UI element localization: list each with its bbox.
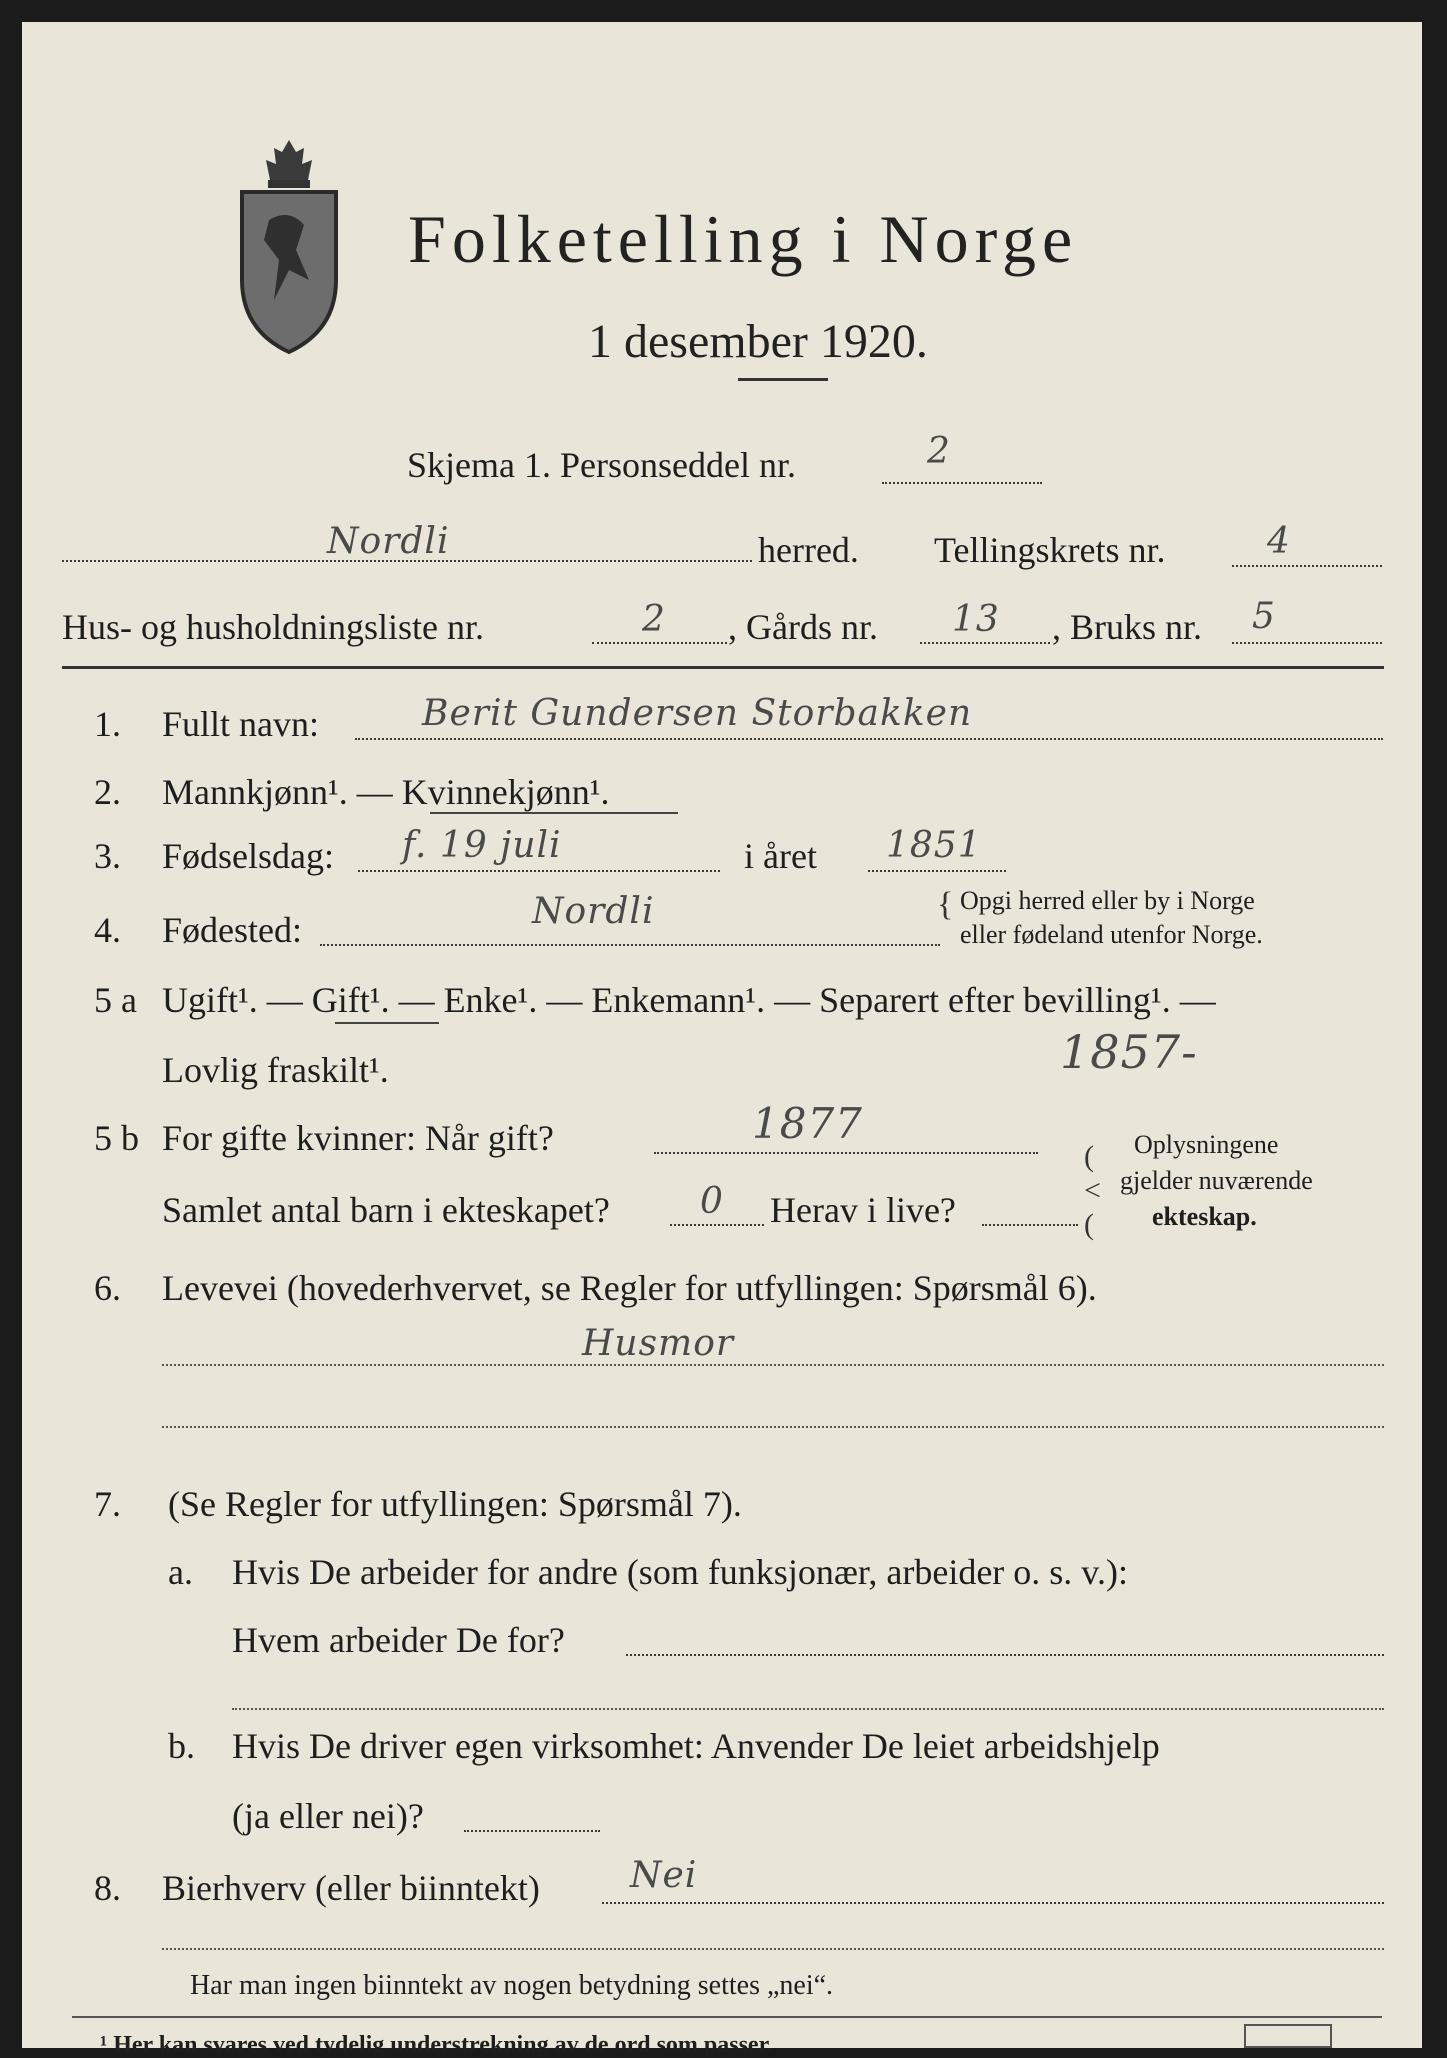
q6-value[interactable]: Husmor <box>582 1323 735 1364</box>
q7a-field-line2 <box>232 1708 1384 1710</box>
q3-value[interactable]: f. 19 juli <box>402 825 562 866</box>
q6-field-line2 <box>162 1426 1384 1428</box>
q7-label: (Se Regler for utfyllingen: Spørsmål 7). <box>168 1484 742 1524</box>
q5a-number: 5 a <box>94 980 137 1020</box>
q7a-field-line <box>626 1654 1384 1656</box>
herred-value[interactable]: Nordli <box>327 521 450 562</box>
gards-value[interactable]: 13 <box>952 599 1000 640</box>
q5a-selected-underline <box>335 1022 439 1024</box>
husliste-label: Hus- og husholdningsliste nr. <box>62 607 485 647</box>
personseddel-value[interactable]: 2 <box>927 431 951 472</box>
q7a-question: Hvem arbeider De for? <box>232 1620 565 1660</box>
q4-note-brace: { <box>937 886 954 923</box>
q5b-note-line1: Oplysningene <box>1134 1130 1279 1159</box>
q8-field-line <box>602 1902 1384 1904</box>
q5a-value[interactable]: 1857- <box>1060 1025 1198 1079</box>
q5b-note-line2: gjelder nuværende <box>1120 1166 1313 1195</box>
footer-rule <box>72 2016 1382 2018</box>
q7b-field-line <box>464 1830 600 1832</box>
q5b-children-label: Samlet antal barn i ekteskapet? <box>162 1190 610 1230</box>
form-title: Folketelling i Norge <box>408 201 1079 277</box>
q3-year-label: i året <box>744 836 817 876</box>
q5b-field-line <box>654 1152 1038 1154</box>
husliste-field-line <box>592 642 727 644</box>
q7b-letter: b. <box>168 1726 195 1766</box>
husliste-value[interactable]: 2 <box>642 599 666 640</box>
q2-number: 2. <box>94 772 121 812</box>
q6-number: 6. <box>94 1268 121 1308</box>
coat-of-arms-icon <box>234 130 344 360</box>
q7a-letter: a. <box>168 1552 193 1592</box>
footer-note: Har man ingen biinntekt av nogen betydning settes „nei“. <box>190 1970 834 2001</box>
q4-value[interactable]: Nordli <box>532 891 655 932</box>
q2-selected-underline <box>430 812 678 814</box>
q3-field-line <box>358 870 720 872</box>
q4-field-line <box>320 944 940 946</box>
tellingskrets-label: Tellingskrets nr. <box>934 530 1166 570</box>
q1-value[interactable]: Berit Gundersen Storbakken <box>422 693 973 734</box>
q6-field-line1 <box>162 1364 1384 1366</box>
personseddel-field-line <box>882 482 1042 484</box>
q5b-note-brace: ( < ( <box>1084 1140 1101 1241</box>
q7b-label-cont: (ja eller nei)? <box>232 1796 424 1836</box>
q3-label: Fødselsdag: <box>162 836 335 876</box>
printer-stamp-icon <box>1244 2024 1332 2048</box>
q4-number: 4. <box>94 910 121 950</box>
title-divider <box>738 378 828 381</box>
q7a-label: Hvis De arbeider for andre (som funksjonær, arbeider o. s. v.): <box>232 1552 1128 1592</box>
q1-number: 1. <box>94 704 121 744</box>
schema-label: Skjema 1. Personseddel nr. <box>407 445 796 485</box>
q3-number: 3. <box>94 836 121 876</box>
q5b-alive-label: Herav i live? <box>770 1190 956 1230</box>
gards-label: , Gårds nr. <box>728 607 878 647</box>
q4-note-line1: Opgi herred eller by i Norge <box>960 886 1255 915</box>
q1-label: Fullt navn: <box>162 704 320 744</box>
q3-year-field-line <box>868 870 1006 872</box>
q5b-alive-field-line <box>982 1224 1078 1226</box>
q6-label: Levevei (hovederhvervet, se Regler for utfyllingen: Spørsmål 6). <box>162 1268 1097 1308</box>
tellingskrets-value[interactable]: 4 <box>1267 521 1291 562</box>
q8-field-line2 <box>162 1948 1384 1950</box>
gards-field-line <box>920 642 1050 644</box>
q3-year-value[interactable]: 1851 <box>886 825 982 866</box>
q7-number: 7. <box>94 1484 121 1524</box>
header-separator <box>62 666 1384 669</box>
q5b-number: 5 b <box>94 1118 139 1158</box>
q5a-label: Ugift¹. — Gift¹. — Enke¹. — Enkemann¹. — Separert efter bevilling¹. — <box>162 980 1216 1020</box>
footnote: ¹ Her kan svares ved tydelig understrekning av de ord som passer. <box>100 2032 774 2058</box>
census-form <box>22 22 1422 2058</box>
q1-field-line <box>355 738 1383 740</box>
q5b-label: For gifte kvinner: Når gift? <box>162 1118 554 1158</box>
q8-number: 8. <box>94 1868 121 1908</box>
bruks-label: , Bruks nr. <box>1052 607 1203 647</box>
q5b-note-line3: ekteskap. <box>1152 1202 1257 1231</box>
q8-value[interactable]: Nei <box>630 1855 698 1896</box>
q2-label: Mannkjønn¹. — Kvinnekjønn¹. <box>162 772 610 812</box>
q5b-children-value[interactable]: 0 <box>700 1181 724 1222</box>
bruks-field-line <box>1232 642 1382 644</box>
q4-note-line2: eller fødeland utenfor Norge. <box>960 920 1263 949</box>
q5a-label-cont: Lovlig fraskilt¹. <box>162 1050 389 1090</box>
q5b-value[interactable]: 1877 <box>752 1099 863 1148</box>
q8-label: Bierhverv (eller biinntekt) <box>162 1868 540 1908</box>
tellingskrets-field-line <box>1232 565 1382 567</box>
q7b-label: Hvis De driver egen virksomhet: Anvender De leiet arbeidshjelp <box>232 1726 1160 1766</box>
q4-label: Fødested: <box>162 910 302 950</box>
bruks-value[interactable]: 5 <box>1252 596 1276 637</box>
form-date: 1 desember 1920. <box>588 315 928 368</box>
q5b-children-field-line <box>670 1224 764 1226</box>
herred-label: herred. <box>758 530 859 570</box>
